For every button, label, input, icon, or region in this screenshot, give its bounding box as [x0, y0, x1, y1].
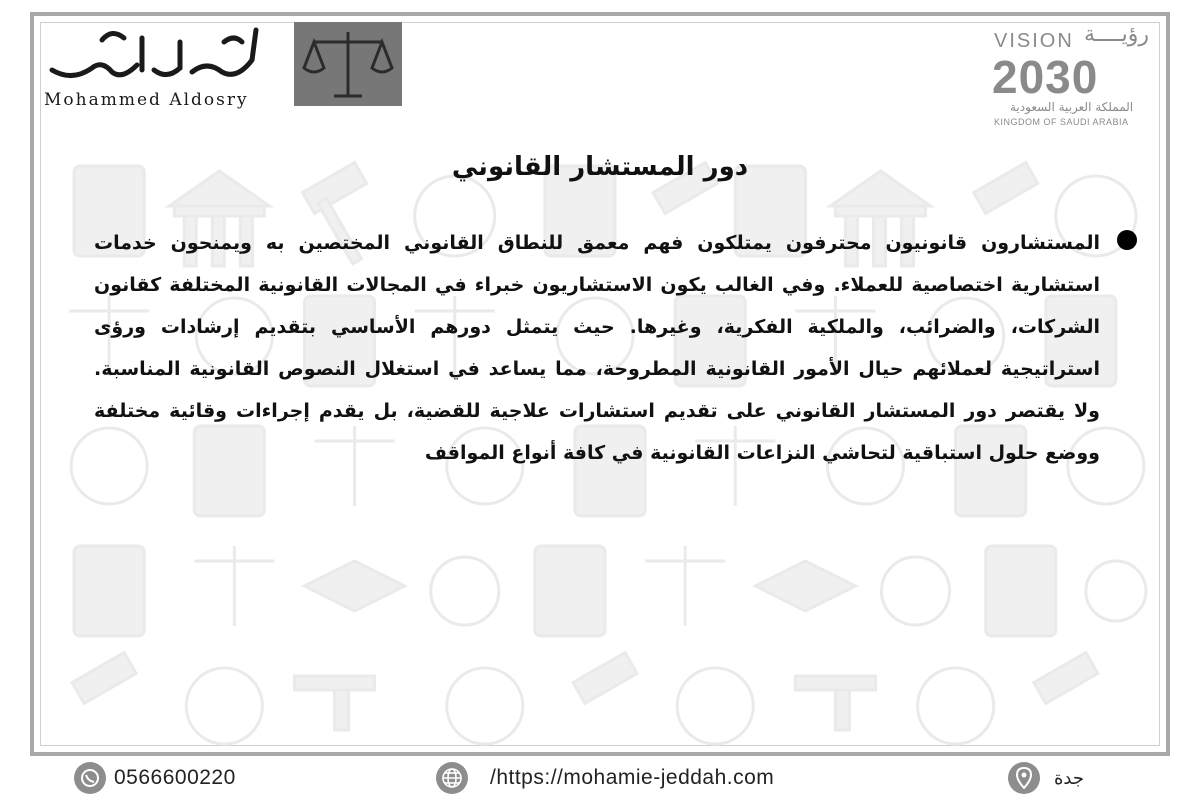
- article-title: دور المستشار القانوني: [451, 152, 749, 182]
- website-url: /https://mohamie-jeddah.com: [490, 766, 775, 789]
- scales-icon: [294, 22, 402, 106]
- vision-2030-logo: [958, 22, 1158, 132]
- location-pin-icon: [1008, 762, 1040, 794]
- globe-icon: [436, 762, 468, 794]
- vision-arabic: رؤيــــة: [1084, 22, 1149, 47]
- kingdom-english: KINGDOM OF SAUDI ARABIA: [994, 117, 1129, 127]
- scales-of-justice-logo: [294, 22, 402, 106]
- logo-calligraphy: [42, 20, 272, 86]
- article-paragraph: المستشارون قانونيون محترفون يمتلكون فهم معمق للنطاق القانوني المختصين به ويمنحون خدمات استشارية اختصاصية للعملاء. وفي الغالب يكون الاستشاريون خبراء في المجالات القانونية المختلفة كقانون الشركات، والضرائب، والملكية الفكرية، وغيرها. حيث يتمثل دورهم الأساسي بتقديم إرشادات ورؤى استراتيجية لعملائهم حيال الأمور القانونية المطروحة، مما يساعد في استغلال النصوص القانونية المناسبة. ولا يقتصر دور المستشار القانوني على تقديم استشارات علاجية للقضية، بل يقدم إجراءات وقائية مختلفة ووضع حلول استباقية لتحاشي النزاعات القانونية في كافة أنواع المواقف: [94, 232, 1100, 464]
- city-name: جدة: [1054, 767, 1085, 789]
- vision-word: VISION: [994, 30, 1074, 52]
- footer-phone[interactable]: [74, 760, 236, 796]
- kingdom-arabic: المملكة العربية السعودية: [1010, 100, 1134, 114]
- footer: [0, 760, 1200, 800]
- vision-year: 2030: [992, 51, 1099, 103]
- bullet-point: [1117, 230, 1137, 250]
- whatsapp-icon: [74, 762, 106, 794]
- footer-website[interactable]: [436, 760, 774, 796]
- logo-latin-text: Mohammed Aldosry: [44, 90, 249, 110]
- logo-mohammed-aldosry: [36, 20, 376, 116]
- footer-location: [1008, 760, 1084, 796]
- phone-number: 0566600220: [114, 766, 236, 789]
